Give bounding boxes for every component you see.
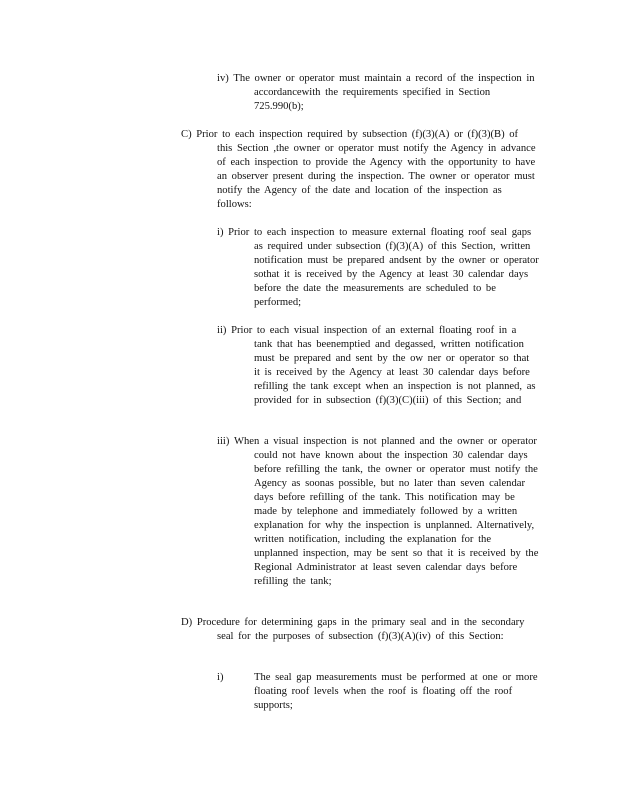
item-C-i (217, 226, 539, 310)
item-D-i (217, 671, 539, 713)
item-C (181, 128, 536, 212)
item-D-i-text: The seal gap measurements must be performed at one or more floating roof levels when the roof is floating off the roof supports; (254, 672, 538, 711)
item-C-i-text: Prior to each inspection to measure external floating roof seal gaps as required under subsection (f)(3)(A) of this Section, written notification must be prepared andsent by the owner or operator sothat it is received by the Agency at least 30 calendar days before the date the measurements are scheduled to be performed; (228, 227, 539, 308)
item-C-ii-marker: ii) (217, 325, 232, 336)
item-C-i-marker: i) (217, 227, 229, 238)
item-C-iii (217, 435, 539, 589)
item-C-marker: C) (181, 129, 197, 140)
item-D (181, 616, 536, 644)
item-D-text: Procedure for determining gaps in the primary seal and in the secondary seal for the purposes of subsection (f)(3)(A)(iv) of this Section: (196, 617, 525, 642)
item-D-marker: D) (181, 617, 197, 628)
item-C-text: Prior to each inspection required by subsection (f)(3)(A) or (f)(3)(B) of this Section ,the owner or operator must notify the Agency in advance of each inspection to provide the Agency with the opportunity to have an observer present during the inspection. The owner or operator must notify the Agency of the date and location of the inspection as follows: (196, 129, 536, 210)
item-C-iii-marker: iii) (217, 436, 235, 447)
item-iv-text: The owner or operator must maintain a record of the inspection in accordancewith the requirements specified in Section 725.990(b); (233, 73, 535, 112)
item-C-ii (217, 324, 539, 408)
item-iv-marker: iv) (217, 73, 234, 84)
item-D-i-marker: i) (217, 672, 224, 683)
item-C-iii-text: When a visual inspection is not planned and the owner or operator could not have known about the inspection 30 calendar days before refilling the tank, the owner or operator must notify the Agency as soonas possible, but no later than seven calendar days before refilling of the tank. This notification may be made by telephone and immediately followed by a written explanation for why the inspection is unplanned. Alternatively, written notification, including the explanation for the unplanned inspection, may be sent so that it is received by the Regional Administrator at least seven calendar days before refilling the tank; (234, 436, 539, 587)
item-C-ii-text: Prior to each visual inspection of an external floating roof in a tank that has beenemptied and degassed, written notification must be prepared and sent by the ow ner or operator so that it is received by the Agency at least 30 calendar days before refilling the tank except when an inspection is not planned, as provided for in subsection (f)(3)(C)(iii) of this Section; and (231, 325, 536, 406)
item-iv (217, 72, 537, 114)
